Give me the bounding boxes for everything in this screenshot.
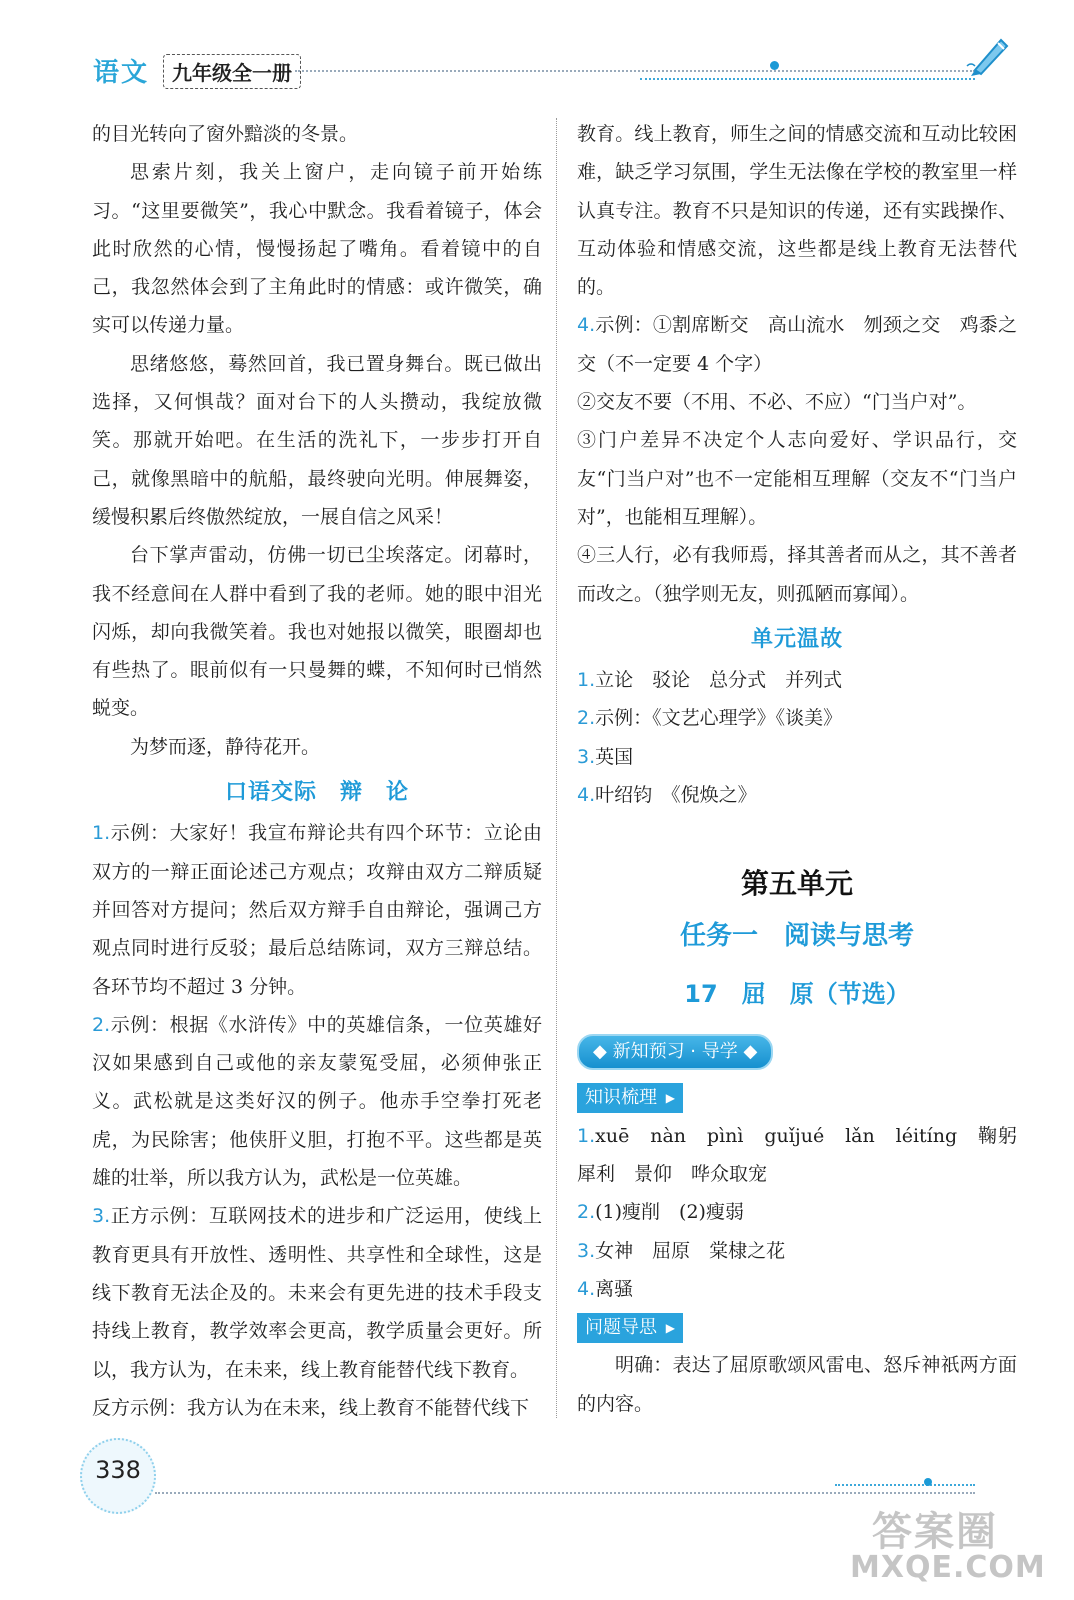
lesson-title: 17 屈 原（节选） bbox=[684, 980, 910, 1009]
item-number: 1. bbox=[92, 822, 111, 845]
page-header bbox=[0, 0, 1074, 110]
knowledge-tag bbox=[577, 1083, 683, 1113]
page-number: 338 bbox=[95, 1456, 141, 1484]
header-dotted-line bbox=[295, 70, 975, 72]
watermark-top: 答案圈 bbox=[872, 1509, 998, 1555]
item-text: 叶绍钧 《倪焕之》 bbox=[595, 784, 757, 807]
item-number: 4. bbox=[577, 784, 596, 807]
essay-paragraph-5: 为梦而逐，静待花开。 bbox=[130, 735, 321, 758]
debate-item-2 bbox=[92, 1006, 542, 1197]
review-item-1 bbox=[577, 661, 1017, 699]
item-4-line-1 bbox=[577, 306, 1017, 383]
essay-paragraph-4: 台下掌声雷动，仿佛一切已尘埃落定。闭幕时，我不经意间在人群中看到了我的老师。她的眼中泪光闪烁，却向我微笑着。我也对她报以微笑，眼圈却也有些热了。眼前似有一只曼舞的蝶，不知何时已悄然蜕变。 bbox=[92, 544, 542, 720]
item-text: 离骚 bbox=[595, 1277, 634, 1300]
item-number: 2. bbox=[92, 1013, 111, 1036]
item-text: (1)瘦削 (2)瘦弱 bbox=[595, 1201, 744, 1224]
knowledge-item-4 bbox=[577, 1270, 1017, 1308]
item-4-line-3: ③门户差异不决定个人志向爱好、学识品行，交友“门当户对”也不一定能相互理解（交友不“门当户对”，也能相互理解）。 bbox=[577, 429, 1017, 528]
continued-paragraph: 教育。线上教育，师生之间的情感交流和互动比较困难，缺乏学习氛围，学生无法像在学校的教室里一样认真专注。教育不只是知识的传递，还有实践操作、互动体验和情感交流，这些都是线上教育无法替代的。 bbox=[577, 123, 1017, 299]
play-arrow-icon: ▶ bbox=[665, 1321, 675, 1336]
item-text: 示例：大家好！我宣布辩论共有四个环节：立论由双方的一辩正面论述己方观点；攻辩由双方二辩质疑并回答对方提问；然后双方辩手自由辩论，强调己方观点同时进行反驳；最后总结陈词，双方三辩总结。各环节均不超过 3 分钟。 bbox=[92, 822, 542, 998]
review-item-2 bbox=[577, 699, 1017, 737]
pen-icon bbox=[965, 32, 1011, 76]
item-number: 3. bbox=[577, 745, 596, 768]
footer-accent-line bbox=[835, 1484, 975, 1486]
item-text: 女神 屈原 棠棣之花 bbox=[595, 1239, 786, 1262]
item-number: 2. bbox=[577, 1201, 596, 1224]
item-number: 3. bbox=[577, 1239, 596, 1262]
item-number: 1. bbox=[577, 669, 596, 692]
section-title-debate: 口语交际 辩 论 bbox=[224, 780, 409, 806]
item-text: 示例：《文艺心理学》《谈美》 bbox=[595, 707, 843, 730]
item-number: 4. bbox=[577, 1277, 596, 1300]
knowledge-item-2 bbox=[577, 1193, 1017, 1231]
watermark-bottom: MXQE.COM bbox=[850, 1550, 1046, 1585]
answer-paragraph: 明确：表达了屈原歌颂风雷电、怒斥神祇两方面的内容。 bbox=[577, 1354, 1017, 1415]
section-title-review: 单元温故 bbox=[750, 626, 843, 652]
item-text: 示例：根据《水浒传》中的英雄信条，一位英雄好汉如果感到自己或他的亲友蒙冤受屈，必须伸张正义。武松就是这类好汉的例子。他赤手空拳打死老虎，为民除害；他侠肝义胆，打抱不平。这些都是英雄的壮举，所以我方认为，武松是一位英雄。 bbox=[92, 1013, 542, 1190]
essay-paragraph-2: 思索片刻，我关上窗户，走向镜子前开始练习。“这里要微笑”，我心中默念。我看着镜子，体会此时欣然的心情，慢慢扬起了嘴角。看着镜中的自己，我忽然体会到了主角此时的情感：或许微笑，确实可以传递力量。 bbox=[92, 161, 542, 337]
footer-dot bbox=[924, 1478, 932, 1486]
grade-label: 九年级全一册 bbox=[163, 54, 301, 89]
review-item-4 bbox=[577, 776, 1017, 814]
essay-paragraph-3: 思绪悠悠，蓦然回首，我已置身舞台。既已做出选择，又何惧哉？面对台下的人头攒动，我绽放微笑。那就开始吧。在生活的洗礼下，一步步打开自己，就像黑暗中的航船，最终驶向光明。伸展舞姿，缓慢积累后终傲然绽放，一展自信之风采！ bbox=[92, 352, 542, 528]
item-text: xuē nàn pìnì guǐjué lǎn léitíng 鞠躬 犀利 景仰 哗众取宠 bbox=[577, 1124, 1037, 1185]
debate-item-3 bbox=[92, 1197, 542, 1388]
tag-row-question bbox=[577, 1308, 1017, 1346]
footer-dotted-line bbox=[155, 1492, 975, 1494]
item-number: 2. bbox=[577, 707, 596, 730]
unit-title: 第五单元 bbox=[740, 867, 853, 901]
tag-row-knowledge bbox=[577, 1078, 1017, 1116]
item-number: 4. bbox=[577, 314, 596, 337]
debate-item-1 bbox=[92, 814, 542, 1005]
item-number: 3. bbox=[92, 1205, 111, 1228]
right-column bbox=[577, 115, 1037, 1423]
item-text: 示例：①割席断交 高山流水 刎颈之交 鸡黍之交（不一定要 4 个字） bbox=[577, 314, 1017, 375]
item-text: 正方示例：互联网技术的进步和广泛运用，使线上教育更具有开放性、透明性、共享性和全球性，这是线下教育无法企及的。未来会有更先进的技术手段支持线上教育，教学效率会更高，教学质量会更好。所以，我方认为，在未来，线上教育能替代线下教育。 bbox=[92, 1205, 542, 1381]
debate-item-4 bbox=[92, 1389, 542, 1427]
item-text: 反方示例：我方认为在未来，线上教育不能替代线下 bbox=[92, 1396, 530, 1419]
knowledge-item-1 bbox=[577, 1117, 1037, 1194]
tag-label: 问题导思 bbox=[585, 1317, 657, 1339]
header-accent-line bbox=[640, 78, 975, 80]
column-divider bbox=[556, 118, 557, 1418]
item-4-line-4: ④三人行，必有我师焉，择其善者而从之，其不善者而改之。（独学则无友，则孤陋而寡闻）。 bbox=[577, 544, 1017, 605]
question-tag bbox=[577, 1313, 683, 1343]
item-text: 英国 bbox=[595, 745, 634, 768]
item-4-line-2: ②交友不要（不用、不必、不应）“门当户对”。 bbox=[577, 391, 977, 414]
item-text: 立论 驳论 总分式 并列式 bbox=[595, 669, 843, 692]
task-title: 任务一 阅读与思考 bbox=[679, 921, 914, 952]
knowledge-item-3 bbox=[577, 1232, 1017, 1270]
item-number: 1. bbox=[577, 1124, 596, 1147]
watermark bbox=[850, 1500, 1050, 1590]
essay-paragraph-1: 的目光转向了窗外黯淡的冬景。 bbox=[92, 123, 359, 145]
review-item-3 bbox=[577, 738, 1017, 776]
play-arrow-icon: ▶ bbox=[665, 1091, 675, 1106]
tag-label: 知识梳理 bbox=[585, 1087, 657, 1109]
preview-banner: ◆ 新知预习 · 导学 ◆ bbox=[577, 1034, 773, 1070]
left-column bbox=[92, 115, 542, 1427]
header-dot bbox=[770, 61, 779, 70]
subject-label: 语文 bbox=[93, 58, 150, 88]
